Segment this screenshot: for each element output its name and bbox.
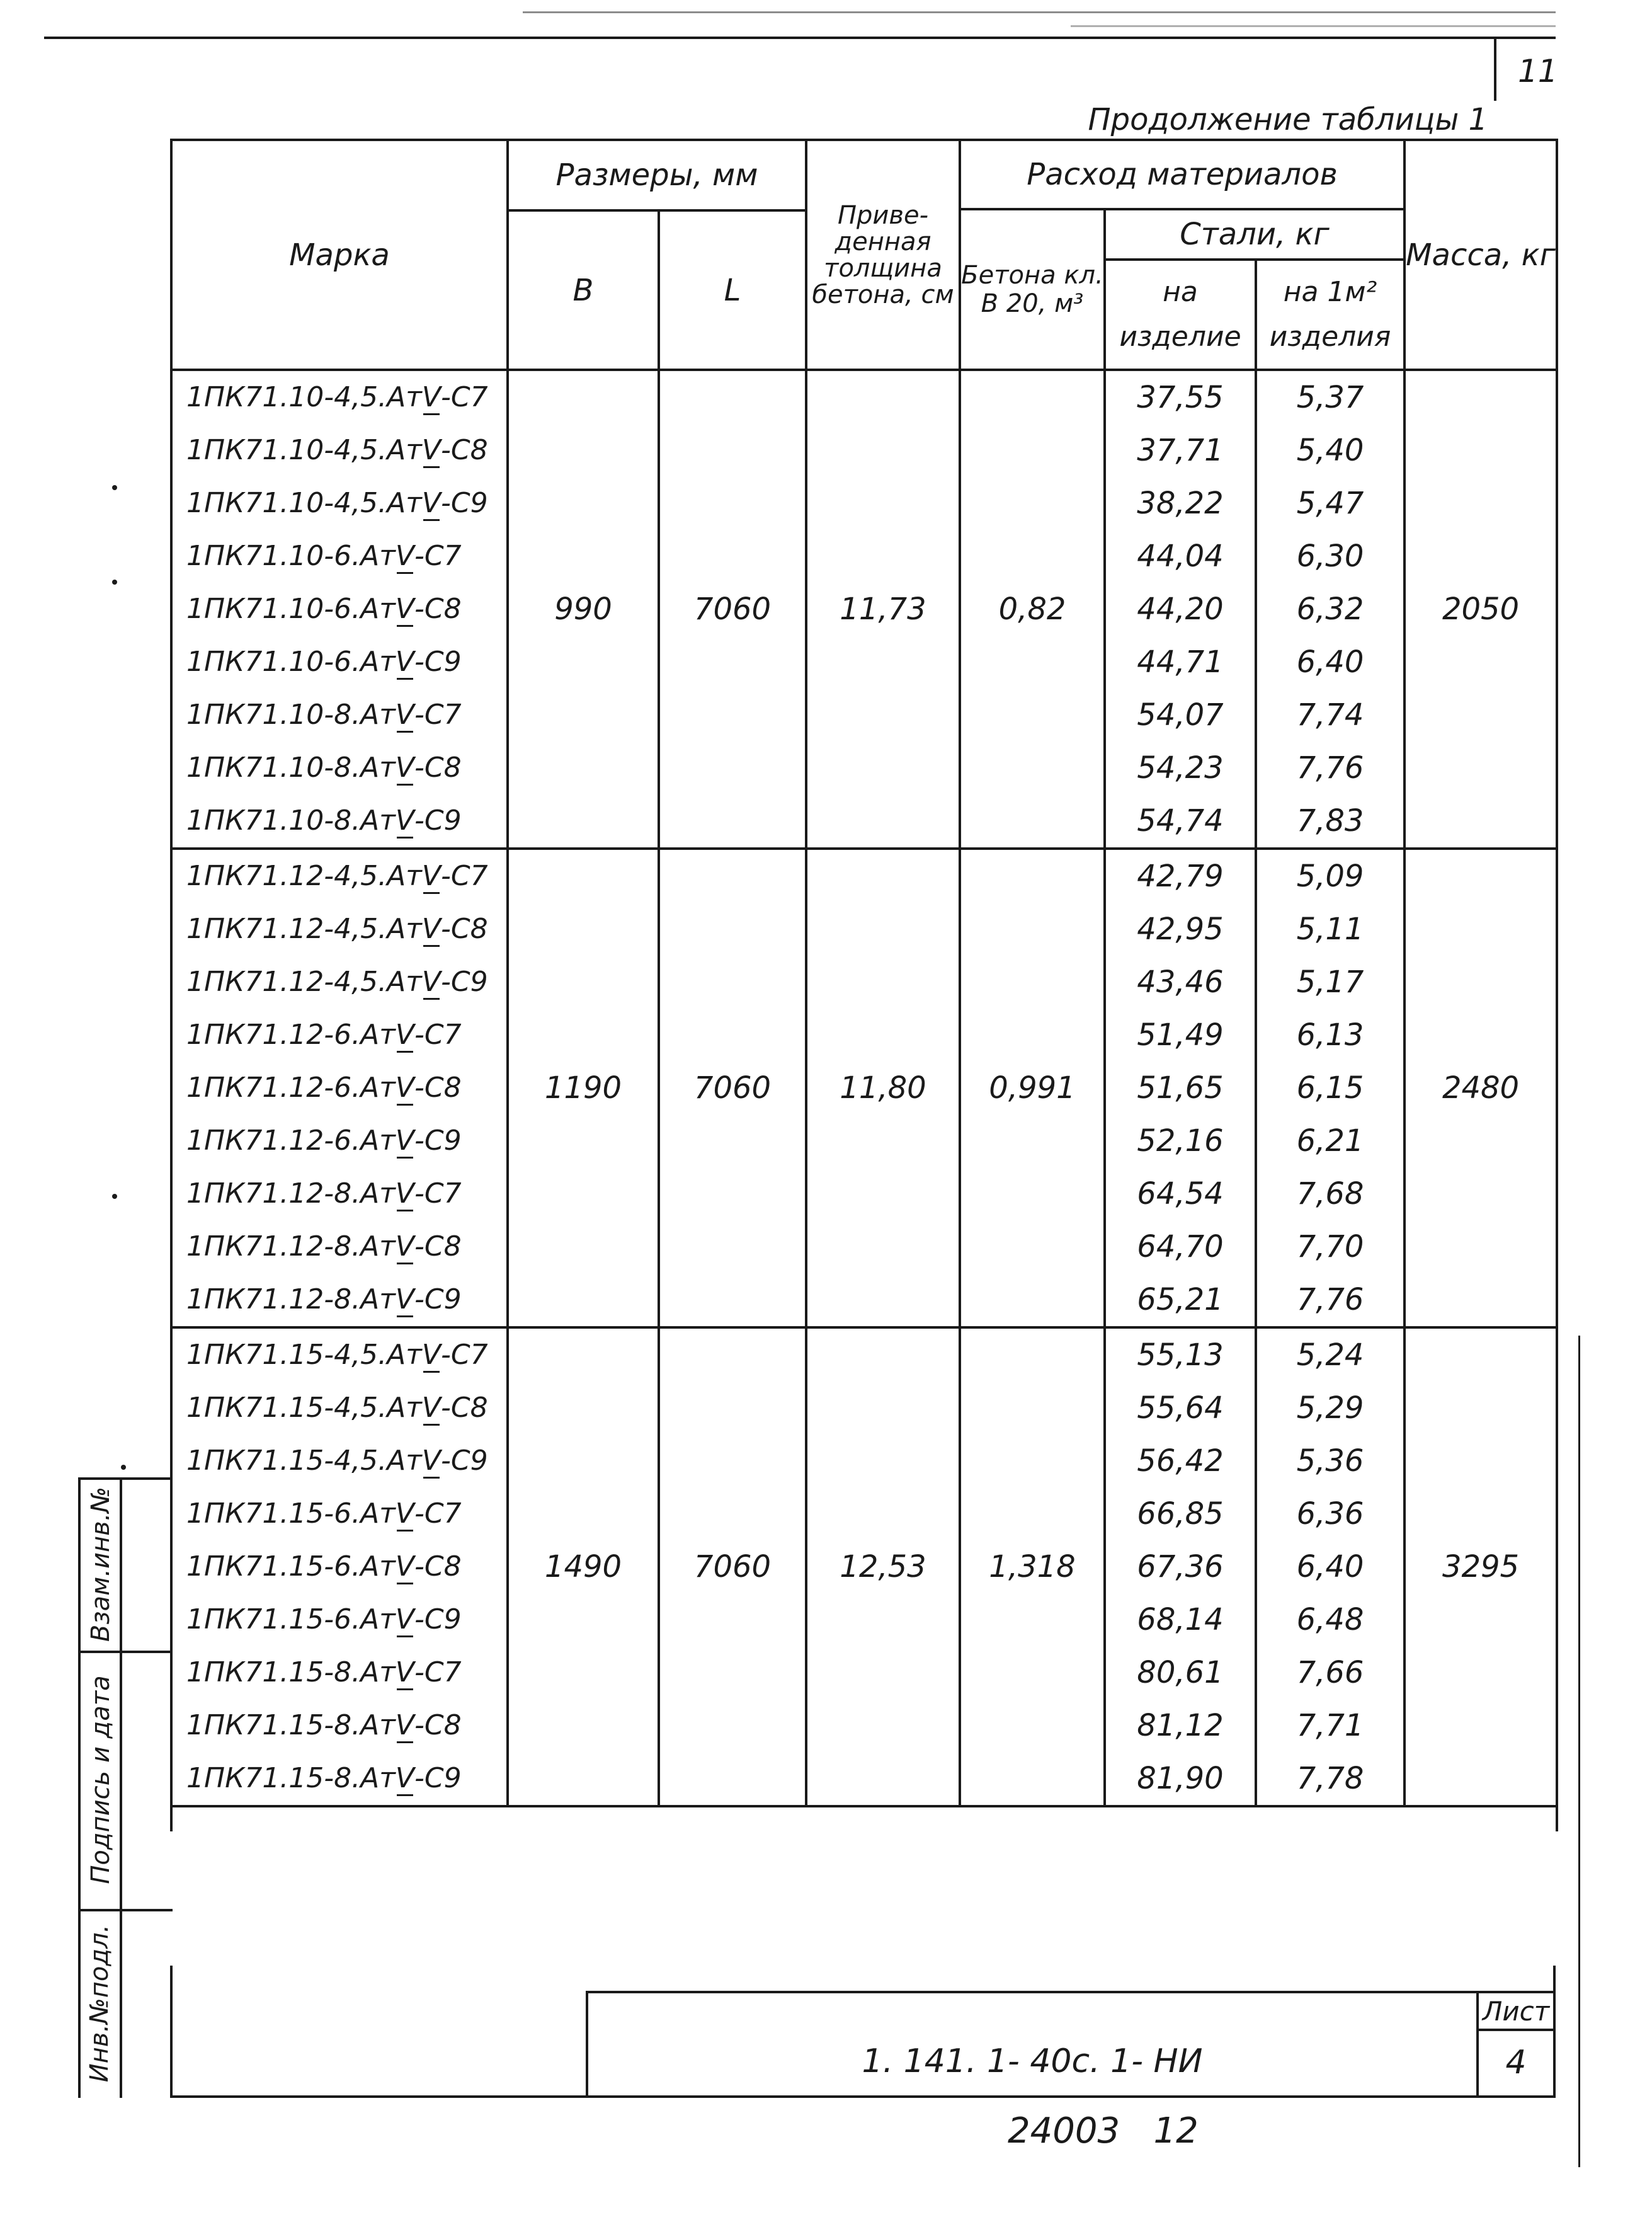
mark-prefix: 1ПК71.15-8.Ат [186, 1656, 396, 1688]
top-rule-main [44, 37, 1556, 39]
scan-speck [112, 485, 117, 490]
steel-per-item: 54,23 [1105, 742, 1256, 794]
mark-prefix: 1ПК71.15-4,5.Ат [186, 1392, 422, 1424]
mark-suffix: -С7 [414, 699, 462, 731]
group-mass-value: 3295 [1404, 1327, 1557, 1806]
mark-prefix: 1ПК71.15-8.Ат [186, 1709, 396, 1741]
stamp-sheet-label-line [1476, 2029, 1556, 2031]
mark-rebar-class: V [395, 1762, 414, 1794]
steel-per-m2: 5,29 [1256, 1382, 1404, 1435]
header-per-item: на изделие [1105, 260, 1256, 370]
mark-suffix: -С8 [440, 1392, 488, 1424]
page-number-divider [1494, 38, 1496, 101]
mark-prefix: 1ПК71.15-6.Ат [186, 1603, 396, 1635]
steel-per-item: 54,07 [1105, 689, 1256, 742]
mark-cell [171, 956, 508, 1009]
mark-cell [171, 1009, 508, 1062]
steel-per-m2: 7,76 [1256, 1273, 1404, 1327]
steel-per-m2: 7,71 [1256, 1699, 1404, 1752]
mark-cell [171, 903, 508, 956]
mark-prefix: 1ПК71.10-6.Ат [186, 593, 396, 625]
steel-per-m2: 7,66 [1256, 1646, 1404, 1699]
mark-suffix: -С9 [414, 1283, 462, 1315]
table-footer-cell [171, 1806, 1557, 1831]
mark-suffix: -С7 [414, 540, 462, 572]
mark-suffix: -С9 [414, 805, 462, 837]
steel-per-m2: 5,40 [1256, 424, 1404, 477]
steel-per-item: 81,90 [1105, 1752, 1256, 1806]
table-footer-spacer [171, 1806, 1557, 1831]
steel-per-m2: 6,21 [1256, 1114, 1404, 1167]
header-mass: Масса, кг [1404, 140, 1557, 370]
mark-suffix: -С7 [414, 1177, 462, 1210]
steel-per-item: 52,16 [1105, 1114, 1256, 1167]
mark-prefix: 1ПК71.10-6.Ат [186, 646, 396, 678]
page-number: 11 [1518, 53, 1558, 89]
group-b-value: 990 [508, 370, 659, 849]
steel-per-m2: 6,32 [1256, 583, 1404, 636]
mark-prefix: 1ПК71.10-6.Ат [186, 540, 396, 572]
right-margin-line [1578, 1336, 1580, 2167]
mark-suffix: -С9 [414, 1603, 462, 1635]
mark-prefix: 1ПК71.12-8.Ат [186, 1230, 396, 1263]
mark-suffix: -С8 [414, 1550, 462, 1583]
steel-per-item: 37,71 [1105, 424, 1256, 477]
mark-cell [171, 370, 508, 424]
mark-rebar-class: V [395, 1709, 414, 1741]
mark-suffix: -С8 [414, 1709, 462, 1741]
mark-rebar-class: V [395, 1072, 414, 1104]
steel-per-item: 37,55 [1105, 370, 1256, 424]
mark-cell [171, 1062, 508, 1114]
steel-per-item: 55,64 [1105, 1382, 1256, 1435]
mark-prefix: 1ПК71.12-8.Ат [186, 1177, 396, 1210]
steel-per-item: 51,65 [1105, 1062, 1256, 1114]
steel-per-item: 68,14 [1105, 1593, 1256, 1646]
mark-cell [171, 689, 508, 742]
steel-per-m2: 7,70 [1256, 1220, 1404, 1273]
group-thickness-value: 12,53 [806, 1327, 960, 1806]
steel-per-m2: 6,40 [1256, 636, 1404, 689]
mark-prefix: 1ПК71.12-6.Ат [186, 1125, 396, 1157]
mark-prefix: 1ПК71.10-8.Ат [186, 752, 396, 784]
mark-suffix: -С8 [414, 1230, 462, 1263]
steel-per-m2: 5,37 [1256, 370, 1404, 424]
mark-rebar-class: V [395, 805, 414, 837]
mark-rebar-class: V [395, 1283, 414, 1315]
steel-per-item: 55,13 [1105, 1327, 1256, 1382]
group-l-value: 7060 [659, 370, 806, 849]
group-concrete-value: 0,82 [960, 370, 1105, 849]
steel-per-item: 64,54 [1105, 1167, 1256, 1220]
mark-cell [171, 1435, 508, 1487]
mark-rebar-class: V [395, 1125, 414, 1157]
table-row [171, 370, 1557, 424]
mark-prefix: 1ПК71.15-4,5.Ат [186, 1445, 422, 1477]
steel-per-item: 43,46 [1105, 956, 1256, 1009]
steel-per-m2: 6,30 [1256, 530, 1404, 583]
group-b-value: 1490 [508, 1327, 659, 1806]
group-b-value: 1190 [508, 849, 659, 1327]
mark-rebar-class: V [395, 699, 414, 731]
mark-prefix: 1ПК71.15-6.Ат [186, 1498, 396, 1530]
mark-prefix: 1ПК71.12-6.Ат [186, 1019, 396, 1051]
mark-cell [171, 742, 508, 794]
top-rule-faint [523, 11, 1556, 13]
header-mark: Марка [171, 140, 508, 370]
steel-per-item: 44,04 [1105, 530, 1256, 583]
group-thickness-value: 11,73 [806, 370, 960, 849]
side-strip-left [78, 1477, 81, 2098]
steel-per-item: 54,74 [1105, 794, 1256, 849]
stamp-sheet-label: Лист [1482, 1996, 1550, 2027]
mark-rebar-class: V [421, 1392, 441, 1424]
mark-prefix: 1ПК71.12-6.Ат [186, 1072, 396, 1104]
group-mass-value: 2050 [1404, 370, 1557, 849]
steel-per-m2: 5,11 [1256, 903, 1404, 956]
steel-per-item: 44,71 [1105, 636, 1256, 689]
group-l-value: 7060 [659, 849, 806, 1327]
mark-cell [171, 1752, 508, 1806]
steel-per-m2: 5,36 [1256, 1435, 1404, 1487]
mark-prefix: 1ПК71.15-4,5.Ат [186, 1339, 422, 1371]
mark-suffix: -С7 [440, 860, 488, 892]
stamp-top-line [586, 1991, 1556, 1993]
mark-suffix: -С9 [440, 966, 488, 998]
bottom-code: 24003 12 [1008, 2110, 1199, 2151]
steel-per-m2: 6,48 [1256, 1593, 1404, 1646]
mark-rebar-class: V [421, 487, 441, 519]
mark-cell [171, 1382, 508, 1435]
mark-suffix: -С8 [440, 434, 488, 466]
steel-per-item: 51,49 [1105, 1009, 1256, 1062]
mark-prefix: 1ПК71.12-4,5.Ат [186, 966, 422, 998]
continuation-title: Продолжение таблицы 1 [1088, 102, 1488, 137]
mark-rebar-class: V [395, 1230, 414, 1263]
frame-right-extension [1553, 1966, 1556, 2098]
scan-speck [121, 1465, 126, 1470]
mark-rebar-class: V [421, 1445, 441, 1477]
steel-per-m2: 6,36 [1256, 1487, 1404, 1540]
mark-rebar-class: V [395, 1498, 414, 1530]
mark-prefix: 1ПК71.15-8.Ат [186, 1762, 396, 1794]
mark-prefix: 1ПК71.12-8.Ат [186, 1283, 396, 1315]
mark-rebar-class: V [421, 434, 441, 466]
mark-cell [171, 1327, 508, 1382]
mark-cell [171, 1273, 508, 1327]
header-b: В [508, 210, 659, 370]
mark-rebar-class: V [395, 1550, 414, 1583]
mark-suffix: -С9 [440, 487, 488, 519]
mark-suffix: -С7 [440, 1339, 488, 1371]
stamp-doc-code: 1. 141. 1- 40с. 1- НИ [862, 2042, 1203, 2080]
steel-per-m2: 5,24 [1256, 1327, 1404, 1382]
side-strip-mid [120, 1477, 122, 2098]
steel-per-m2: 7,68 [1256, 1167, 1404, 1220]
group-concrete-value: 1,318 [960, 1327, 1105, 1806]
mark-suffix: -С8 [440, 913, 488, 945]
mark-rebar-class: V [395, 1177, 414, 1210]
mark-suffix: -С8 [414, 1072, 462, 1104]
mark-cell [171, 1487, 508, 1540]
steel-per-item: 80,61 [1105, 1646, 1256, 1699]
mark-cell [171, 1220, 508, 1273]
frame-bottom [170, 2095, 1556, 2098]
side-label-sign-date: Подпись и дата [86, 1675, 115, 1884]
mark-suffix: -С7 [414, 1656, 462, 1688]
mark-suffix: -С9 [414, 1125, 462, 1157]
steel-per-m2: 6,15 [1256, 1062, 1404, 1114]
side-label-inv-exch: Взам.инв.№ [86, 1486, 115, 1642]
steel-per-m2: 7,76 [1256, 742, 1404, 794]
mark-prefix: 1ПК71.12-4,5.Ат [186, 860, 422, 892]
mark-suffix: -С9 [414, 646, 462, 678]
mark-cell [171, 477, 508, 530]
steel-per-m2: 7,83 [1256, 794, 1404, 849]
mark-prefix: 1ПК71.15-6.Ат [186, 1550, 396, 1583]
spec-table-body [171, 101, 1557, 1831]
mark-prefix: 1ПК71.10-4,5.Ат [186, 381, 422, 413]
mark-cell [171, 1699, 508, 1752]
mark-rebar-class: V [395, 646, 414, 678]
mark-cell [171, 636, 508, 689]
steel-per-item: 67,36 [1105, 1540, 1256, 1593]
scan-speck [112, 1194, 117, 1199]
steel-per-item: 56,42 [1105, 1435, 1256, 1487]
header-steel: Стали, кг [1105, 209, 1404, 260]
mark-suffix: -С8 [414, 752, 462, 784]
mark-suffix: -С7 [414, 1019, 462, 1051]
side-label-inv-orig: Инв.№подл. [85, 1924, 114, 2083]
group-thickness-value: 11,80 [806, 849, 960, 1327]
steel-per-m2: 6,40 [1256, 1540, 1404, 1593]
mark-rebar-class: V [421, 966, 441, 998]
steel-per-m2: 7,74 [1256, 689, 1404, 742]
table-row [171, 1327, 1557, 1382]
top-rule-faint-2 [1071, 25, 1556, 27]
steel-per-item: 64,70 [1105, 1220, 1256, 1273]
mark-rebar-class: V [421, 913, 441, 945]
spec-table [170, 101, 1558, 1831]
mark-suffix: -С9 [440, 1445, 488, 1477]
mark-cell [171, 794, 508, 849]
mark-rebar-class: V [395, 1656, 414, 1688]
steel-per-item: 42,95 [1105, 903, 1256, 956]
header-per-m2: на 1м² изделия [1256, 260, 1404, 370]
header-l: L [659, 210, 806, 370]
group-l-value: 7060 [659, 1327, 806, 1806]
scan-speck [112, 580, 117, 585]
mark-prefix: 1ПК71.10-8.Ат [186, 805, 396, 837]
mark-suffix: -С7 [414, 1498, 462, 1530]
frame-left-extension [170, 1966, 173, 2098]
mark-cell [171, 1167, 508, 1220]
steel-per-item: 44,20 [1105, 583, 1256, 636]
mark-rebar-class: V [421, 1339, 441, 1371]
steel-per-m2: 5,17 [1256, 956, 1404, 1009]
steel-per-m2: 6,13 [1256, 1009, 1404, 1062]
steel-per-item: 66,85 [1105, 1487, 1256, 1540]
header-sizes: Размеры, мм [508, 140, 806, 210]
steel-per-m2: 7,78 [1256, 1752, 1404, 1806]
mark-suffix: -С8 [414, 593, 462, 625]
mark-suffix: -С7 [440, 381, 488, 413]
mark-cell [171, 583, 508, 636]
mark-cell [171, 424, 508, 477]
stamp-sheet-number: 4 [1505, 2044, 1527, 2082]
steel-per-item: 38,22 [1105, 477, 1256, 530]
mark-rebar-class: V [421, 381, 441, 413]
mark-rebar-class: V [395, 752, 414, 784]
header-concrete: Бетона кл. В 20, м³ [960, 209, 1105, 370]
mark-cell [171, 1593, 508, 1646]
mark-rebar-class: V [395, 593, 414, 625]
mark-suffix: -С9 [414, 1762, 462, 1794]
mark-rebar-class: V [395, 1603, 414, 1635]
table-row [171, 849, 1557, 903]
mark-rebar-class: V [395, 1019, 414, 1051]
steel-per-m2: 5,09 [1256, 849, 1404, 903]
steel-per-item: 42,79 [1105, 849, 1256, 903]
header-materials: Расход материалов [960, 140, 1404, 209]
mark-cell [171, 849, 508, 903]
mark-cell [171, 1114, 508, 1167]
mark-cell [171, 1540, 508, 1593]
group-concrete-value: 0,991 [960, 849, 1105, 1327]
steel-per-item: 65,21 [1105, 1273, 1256, 1327]
mark-prefix: 1ПК71.12-4,5.Ат [186, 913, 422, 945]
header-thickness: Приве-денная толщина бетона, см [806, 140, 960, 370]
mark-prefix: 1ПК71.10-4,5.Ат [186, 487, 422, 519]
steel-per-item: 81,12 [1105, 1699, 1256, 1752]
mark-cell [171, 530, 508, 583]
mark-rebar-class: V [395, 540, 414, 572]
mark-prefix: 1ПК71.10-8.Ат [186, 699, 396, 731]
mark-prefix: 1ПК71.10-4,5.Ат [186, 434, 422, 466]
mark-cell [171, 1646, 508, 1699]
group-mass-value: 2480 [1404, 849, 1557, 1327]
steel-per-m2: 5,47 [1256, 477, 1404, 530]
mark-rebar-class: V [421, 860, 441, 892]
